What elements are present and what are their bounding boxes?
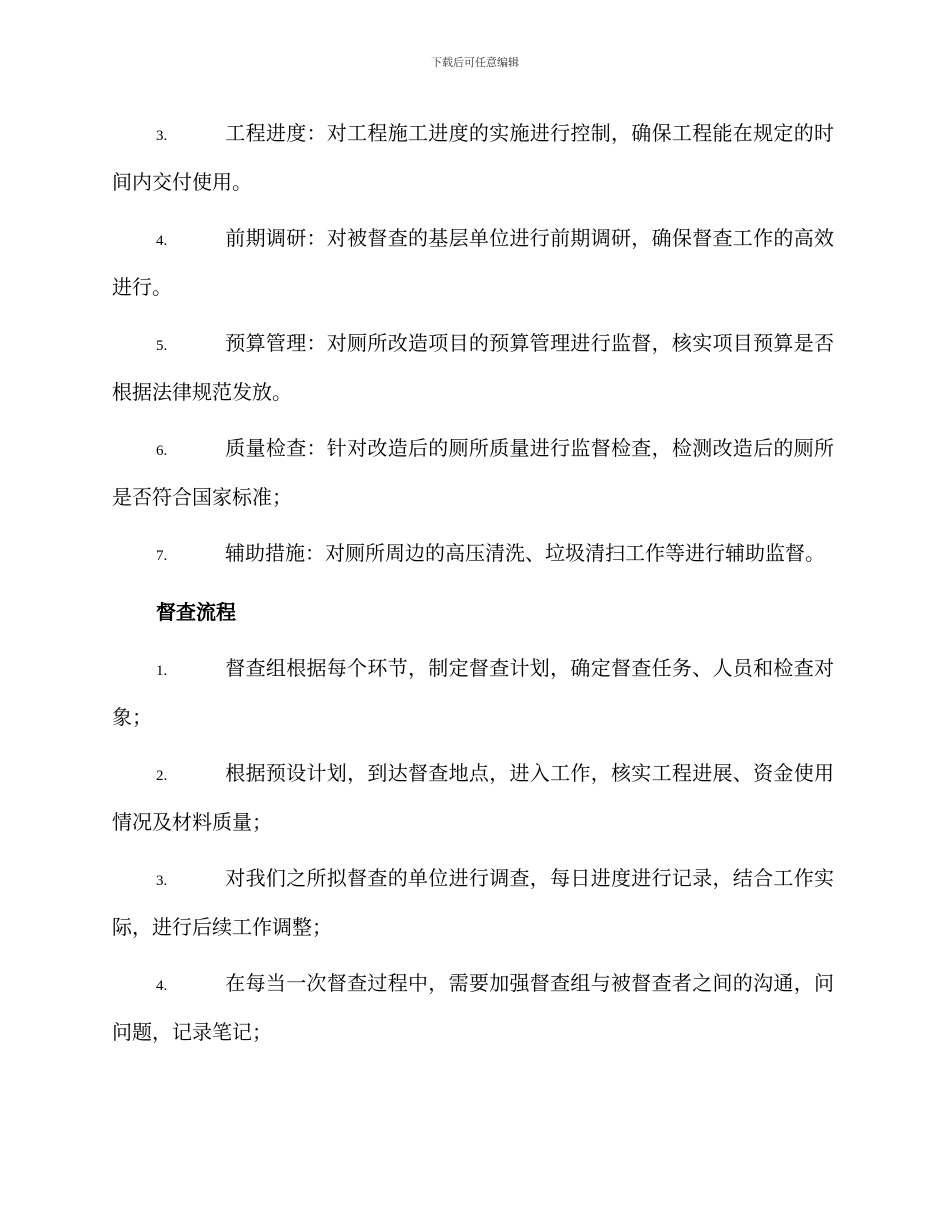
- section-heading: 督查流程: [156, 600, 236, 624]
- item-number: 6.: [156, 443, 168, 459]
- item-text: 前期调研：对被督查的基层单位进行前期调研，确保督查工作的高效进行。: [112, 226, 834, 299]
- item-number: 3.: [156, 128, 168, 144]
- item-number: 4.: [156, 978, 168, 994]
- list-item: [112, 960, 834, 1055]
- page-header: 下载后可任意编辑: [431, 56, 519, 69]
- item-text: 预算管理：对厕所改造项目的预算管理进行监督，核实项目预算是否根据法律规范发放。: [112, 331, 834, 404]
- item-text: 根据预设计划，到达督查地点，进入工作，核实工程进展、资金使用情况及材料质量；: [112, 761, 834, 834]
- item-number: 5.: [156, 338, 168, 354]
- list-item: [112, 110, 834, 205]
- list-item: [112, 750, 834, 845]
- list-item: [112, 425, 834, 520]
- list-item: [112, 215, 834, 310]
- item-number: 1.: [156, 663, 168, 679]
- item-number: 7.: [156, 548, 168, 564]
- list-item: [112, 320, 834, 415]
- list-item: [112, 645, 834, 740]
- list-item: [112, 855, 834, 950]
- item-text: 工程进度：对工程施工进度的实施进行控制，确保工程能在规定的时间内交付使用。: [112, 121, 834, 194]
- item-number: 2.: [156, 768, 168, 784]
- item-text: 在每当一次督查过程中，需要加强督查组与被督查者之间的沟通，问问题，记录笔记；: [112, 971, 834, 1044]
- item-text: 辅助措施：对厕所周边的高压清洗、垃圾清扫工作等进行辅助监督。: [225, 541, 825, 565]
- item-text: 督查组根据每个环节，制定督查计划，确定督查任务、人员和检查对象；: [112, 656, 834, 729]
- document-body: [112, 110, 834, 1065]
- item-text: 质量检查：针对改造后的厕所质量进行监督检查，检测改造后的厕所是否符合国家标准；: [112, 436, 834, 509]
- item-number: 3.: [156, 873, 168, 889]
- list-item: [112, 530, 834, 579]
- item-text: 对我们之所拟督查的单位进行调查，每日进度进行记录，结合工作实际，进行后续工作调整；: [112, 866, 834, 939]
- item-number: 4.: [156, 233, 168, 249]
